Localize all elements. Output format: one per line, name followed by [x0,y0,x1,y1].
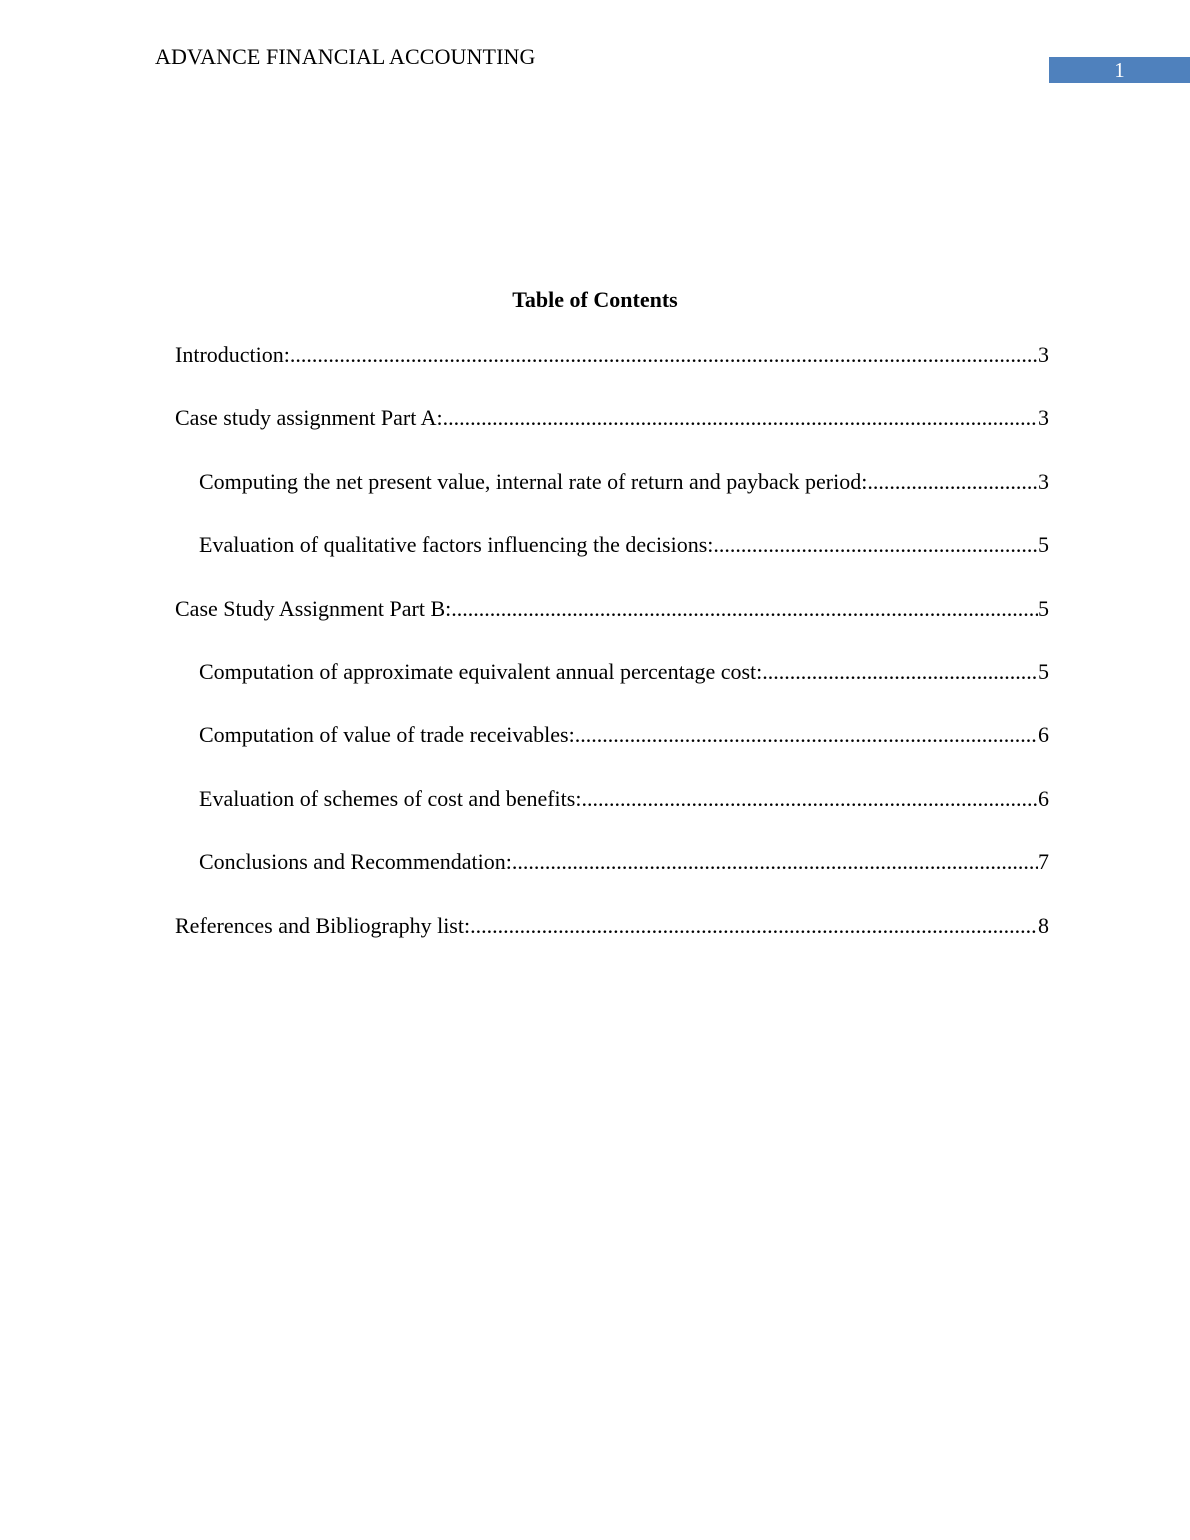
toc-entry-introduction[interactable] [175,340,1049,403]
toc-dot-leader [290,340,1038,370]
toc-entry-label: Evaluation of qualitative factors influencing the decisions: [199,532,714,558]
toc-entry-label: Conclusions and Recommendation: [199,849,512,875]
toc-dot-leader [575,720,1038,750]
table-of-contents [175,340,1049,974]
toc-entry-page: 3 [1038,468,1049,494]
toc-dot-leader [867,467,1038,497]
toc-dot-leader [451,594,1038,624]
toc-entry-trade-receivables[interactable] [175,720,1049,783]
toc-entry-page: 6 [1038,785,1049,811]
toc-entry-cost-benefits[interactable] [175,784,1049,847]
toc-entry-page: 7 [1038,849,1049,875]
toc-entry-label: Computing the net present value, internal rate of return and payback period: [199,468,868,494]
toc-entry-label: Computation of value of trade receivables: [199,722,575,748]
toc-entry-conclusions[interactable] [175,847,1049,910]
running-header-title: ADVANCE FINANCIAL ACCOUNTING [155,44,536,69]
toc-dot-leader [470,911,1038,941]
toc-entry-label: Introduction: [175,342,290,367]
page-number-badge [1049,57,1190,83]
toc-entry-page: 5 [1038,532,1049,558]
toc-entry-qualitative-factors[interactable] [175,530,1049,593]
toc-dot-leader [512,847,1038,877]
toc-dot-leader [443,403,1038,433]
toc-entry-part-a[interactable] [175,403,1049,466]
toc-entry-page: 3 [1038,405,1049,431]
toc-entry-part-b[interactable] [175,594,1049,657]
toc-entry-page: 8 [1038,912,1049,938]
toc-dot-leader [713,530,1038,560]
toc-entry-page: 5 [1038,658,1049,684]
toc-entry-page: 5 [1038,595,1049,621]
toc-entry-npv-irr-payback[interactable] [175,467,1049,530]
toc-entry-label: Case study assignment Part A: [175,405,443,431]
toc-entry-page: 6 [1038,722,1049,748]
page-number: 1 [1114,58,1125,82]
toc-entry-label: Evaluation of schemes of cost and benefits: [199,785,582,811]
toc-entry-references[interactable] [175,911,1049,974]
toc-entry-annual-percentage-cost[interactable] [175,657,1049,720]
toc-dot-leader [762,657,1038,687]
toc-dot-leader [581,784,1038,814]
toc-entry-label: Computation of approximate equivalent annual percentage cost: [199,658,763,684]
toc-entry-label: References and Bibliography list: [175,912,471,938]
toc-entry-page: 3 [1038,342,1049,367]
toc-heading: Table of Contents [512,287,678,312]
toc-entry-label: Case Study Assignment Part B: [175,595,452,621]
